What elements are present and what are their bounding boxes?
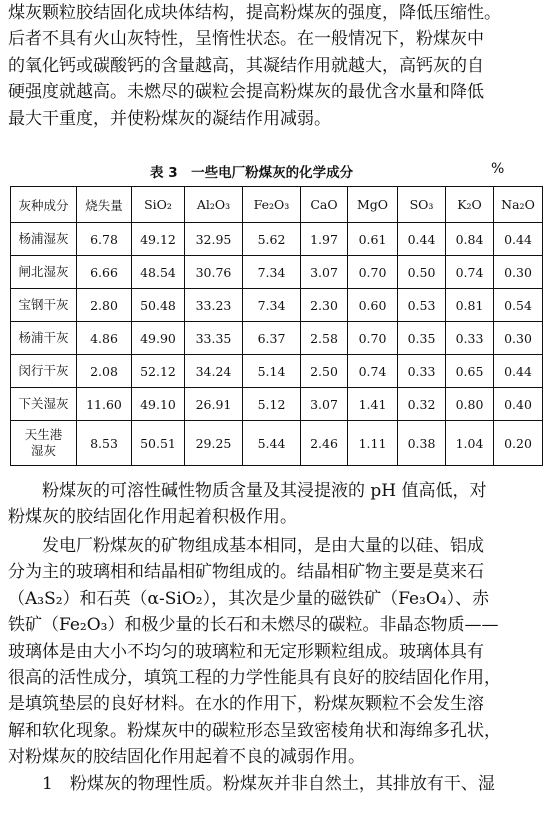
text-line: 发电厂粉煤灰的矿物组成基本相同，是由大量的以硅、铝成 <box>42 536 484 556</box>
table-cell: 8.53 <box>77 421 132 466</box>
row-name-line: 湿灰 <box>30 443 56 458</box>
text-line: 煤灰颗粒胶结固化成块体结构，提高粉煤灰的强度，降低压缩性。 <box>8 3 501 23</box>
table-cell: 5.14 <box>243 355 301 388</box>
column-header: MgO <box>348 187 398 223</box>
column-header: SiO₂ <box>132 187 185 223</box>
table-row <box>11 421 543 466</box>
table-row <box>11 355 543 388</box>
row-name: 杨浦湿灰 <box>11 223 77 256</box>
table-cell: 1.11 <box>348 421 398 466</box>
table-cell: 0.32 <box>398 388 446 421</box>
column-header: Al₂O₃ <box>185 187 243 223</box>
table-cell: 2.50 <box>301 355 348 388</box>
table-cell: 7.34 <box>243 256 301 289</box>
text-line: 很高的活性成分，填筑工程的力学性能具有良好的胶结固化作用， <box>8 668 501 689</box>
table-cell: 49.12 <box>132 223 185 256</box>
table-cell: 5.44 <box>243 421 301 466</box>
table-cell: 52.12 <box>132 355 185 388</box>
table-cell: 0.70 <box>348 322 398 355</box>
row-name-line: 天生港 <box>24 427 63 442</box>
table-row <box>11 322 543 355</box>
text-line: 最大干重度，并使粉煤灰的凝结作用减弱。 <box>8 108 331 129</box>
table-cell: 0.81 <box>446 289 494 322</box>
column-header: 灰种成分 <box>11 187 77 223</box>
table-cell: 49.10 <box>132 388 185 421</box>
table-cell: 2.58 <box>301 322 348 355</box>
table-cell: 34.24 <box>185 355 243 388</box>
table-cell: 0.53 <box>398 289 446 322</box>
text-line: 粉煤灰的胶结固化作用起着积极作用。 <box>8 507 297 528</box>
row-name: 杨浦干灰 <box>11 322 77 355</box>
table-cell: 6.66 <box>77 256 132 289</box>
table-caption <box>0 159 550 181</box>
table-cell: 0.74 <box>446 256 494 289</box>
table-cell: 33.35 <box>185 322 243 355</box>
column-header: SO₃ <box>398 187 446 223</box>
table-cell: 0.44 <box>494 223 543 256</box>
table-cell: 5.62 <box>243 223 301 256</box>
table-cell: 4.86 <box>77 322 132 355</box>
text-line: 的氧化钙或碳酸钙的含量越高，其凝结作用就越大，高钙灰的自 <box>8 55 484 76</box>
table-header-row <box>11 187 543 223</box>
table-cell: 0.33 <box>398 355 446 388</box>
table-cell: 0.54 <box>494 289 543 322</box>
table-title: 表 3 一些电厂粉煤灰的化学成分 <box>150 165 354 181</box>
table-cell: 0.20 <box>494 421 543 466</box>
table-cell: 0.44 <box>494 355 543 388</box>
column-header: Na₂O <box>494 187 543 223</box>
text-line: 硬强度就越高。未燃尽的碳粒会提高粉煤灰的最优含水量和降低 <box>8 82 484 103</box>
table-cell: 0.70 <box>348 256 398 289</box>
table-cell: 2.46 <box>301 421 348 466</box>
table-row <box>11 256 543 289</box>
text-line: 解和软化现象。粉煤灰中的碳粒形态呈致密棱角状和海绵多孔状， <box>8 720 501 741</box>
table-cell: 3.07 <box>301 388 348 421</box>
table-cell: 48.54 <box>132 256 185 289</box>
column-header: 烧失量 <box>77 187 132 223</box>
row-name: 闸北湿灰 <box>11 256 77 289</box>
table-cell: 0.65 <box>446 355 494 388</box>
text-line: 1 粉煤灰的物理性质。粉煤灰并非自然土，其排放有干、湿 <box>42 774 495 794</box>
column-header: K₂O <box>446 187 494 223</box>
table-cell: 2.30 <box>301 289 348 322</box>
table-cell: 0.80 <box>446 388 494 421</box>
row-name: 宝钢干灰 <box>11 289 77 322</box>
table-cell: 1.04 <box>446 421 494 466</box>
table-cell: 0.60 <box>348 289 398 322</box>
text-line: （A₃S₂）和石英（α-SiO₂），其次是少量的磁铁矿（Fe₃O₄）、赤 <box>8 588 490 609</box>
table-cell: 0.44 <box>398 223 446 256</box>
table-cell: 0.30 <box>494 322 543 355</box>
table-cell: 33.23 <box>185 289 243 322</box>
table-cell: 0.40 <box>494 388 543 421</box>
table-unit: % <box>491 161 505 177</box>
table-cell: 5.12 <box>243 388 301 421</box>
table-cell: 0.35 <box>398 322 446 355</box>
paragraph-4 <box>8 771 544 797</box>
table-cell: 0.30 <box>494 256 543 289</box>
text-line: 是填筑垫层的良好材料。在水的作用下，粉煤灰颗粒不会发生溶 <box>8 694 484 715</box>
table-row <box>11 223 543 256</box>
table-cell: 2.08 <box>77 355 132 388</box>
table-row <box>11 388 543 421</box>
text-line: 粉煤灰的可溶性碱性物质含量及其浸提液的 pH 值高低，对 <box>42 481 487 501</box>
text-line: 铁矿（Fe₂O₃）和极少量的长石和未燃尽的碳粒。非晶态物质—— <box>8 615 499 636</box>
row-name: 下关湿灰 <box>11 388 77 421</box>
column-header: Fe₂O₃ <box>243 187 301 223</box>
table-cell: 2.80 <box>77 289 132 322</box>
table-cell: 3.07 <box>301 256 348 289</box>
chemical-composition-table <box>10 186 543 466</box>
paragraph-2 <box>8 478 544 531</box>
paragraph-3 <box>8 533 544 771</box>
text-line: 对粉煤灰的胶结固化作用起着不良的减弱作用。 <box>8 747 365 768</box>
table-cell: 0.50 <box>398 256 446 289</box>
text-line: 后者不具有火山灰特性，呈惰性状态。在一般情况下，粉煤灰中 <box>8 29 484 50</box>
table-cell: 11.60 <box>77 388 132 421</box>
row-name <box>11 421 77 466</box>
table-cell: 49.90 <box>132 322 185 355</box>
table-cell: 32.95 <box>185 223 243 256</box>
table-cell: 7.34 <box>243 289 301 322</box>
table-cell: 1.97 <box>301 223 348 256</box>
row-name: 闵行干灰 <box>11 355 77 388</box>
table-cell: 0.84 <box>446 223 494 256</box>
table-cell: 6.78 <box>77 223 132 256</box>
table-cell: 1.41 <box>348 388 398 421</box>
table-cell: 30.76 <box>185 256 243 289</box>
text-line: 玻璃体是由大小不均匀的玻璃粒和无定形颗粒组成。玻璃体具有 <box>8 641 484 662</box>
table-cell: 6.37 <box>243 322 301 355</box>
table-cell: 0.33 <box>446 322 494 355</box>
table-cell: 0.74 <box>348 355 398 388</box>
table-cell: 50.51 <box>132 421 185 466</box>
paragraph-1 <box>8 0 544 132</box>
column-header: CaO <box>301 187 348 223</box>
table-cell: 0.61 <box>348 223 398 256</box>
table-cell: 26.91 <box>185 388 243 421</box>
table-cell: 0.38 <box>398 421 446 466</box>
table-cell: 50.48 <box>132 289 185 322</box>
table-cell: 29.25 <box>185 421 243 466</box>
text-line: 分为主的玻璃相和结晶相矿物组成的。结晶相矿物主要是莫来石 <box>8 562 484 583</box>
table-row <box>11 289 543 322</box>
